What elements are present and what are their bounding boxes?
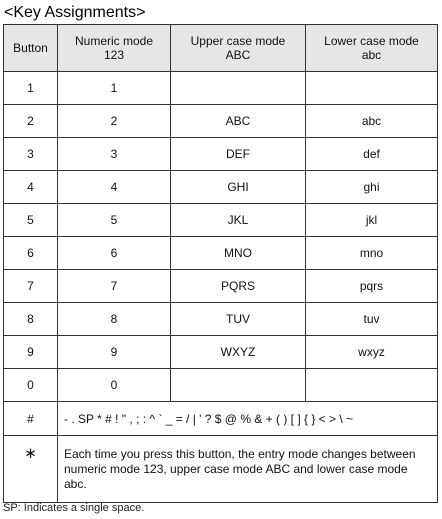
cell-button: 7 xyxy=(4,270,58,303)
key-assignments-table xyxy=(3,24,438,503)
footnote: SP: Indicates a single space. xyxy=(3,502,145,514)
cell-numeric: 5 xyxy=(58,204,171,237)
table-row xyxy=(4,237,438,270)
cell-numeric: 8 xyxy=(58,303,171,336)
header-button-label: Button xyxy=(13,41,48,55)
table-row xyxy=(4,336,438,369)
table-row xyxy=(4,369,438,402)
cell-button: 3 xyxy=(4,138,58,171)
table-row xyxy=(4,138,438,171)
cell-lower: def xyxy=(306,138,438,171)
cell-numeric: 0 xyxy=(58,369,171,402)
cell-button: 9 xyxy=(4,336,58,369)
cell-hash-symbols: - . SP * # ! " , ; : ^ ` _ = / | ' ? $ @ % & + ( ) [ ] { } < > \ ~ xyxy=(58,402,438,436)
cell-lower xyxy=(306,72,438,105)
cell-numeric: 2 xyxy=(58,105,171,138)
header-upper-case-mode xyxy=(171,25,306,72)
header-lower-case-mode xyxy=(306,25,438,72)
cell-upper: ABC xyxy=(171,105,306,138)
cell-upper: MNO xyxy=(171,237,306,270)
header-lower-label: Lower case mode xyxy=(324,34,419,48)
header-numeric-sub: 123 xyxy=(103,48,125,62)
cell-upper xyxy=(171,369,306,402)
cell-upper: PQRS xyxy=(171,270,306,303)
header-button xyxy=(4,25,58,72)
cell-upper: DEF xyxy=(171,138,306,171)
cell-upper: WXYZ xyxy=(171,336,306,369)
cell-upper: TUV xyxy=(171,303,306,336)
cell-lower: tuv xyxy=(306,303,438,336)
table-row xyxy=(4,303,438,336)
page-title: <Key Assignments> xyxy=(4,4,146,21)
cell-button: 1 xyxy=(4,72,58,105)
cell-lower: jkl xyxy=(306,204,438,237)
cell-star-description: Each time you press this button, the entry mode changes between numeric mode 123, upper case mode ABC and lower case mode abc. xyxy=(58,436,438,503)
header-upper-sub: ABC xyxy=(225,48,251,62)
cell-lower: pqrs xyxy=(306,270,438,303)
cell-button: 0 xyxy=(4,369,58,402)
cell-lower: wxyz xyxy=(306,336,438,369)
cell-numeric: 4 xyxy=(58,171,171,204)
cell-upper xyxy=(171,72,306,105)
table-header-row xyxy=(4,25,438,72)
cell-button: 4 xyxy=(4,171,58,204)
table-row-hash xyxy=(4,402,438,436)
cell-button: 5 xyxy=(4,204,58,237)
header-numeric-label: Numeric mode xyxy=(74,34,154,48)
header-lower-sub: abc xyxy=(361,48,382,62)
cell-upper: GHI xyxy=(171,171,306,204)
cell-upper: JKL xyxy=(171,204,306,237)
table-row-star xyxy=(4,436,438,503)
cell-button-hash: # xyxy=(4,402,58,436)
cell-numeric: 1 xyxy=(58,72,171,105)
cell-button: 6 xyxy=(4,237,58,270)
cell-numeric: 3 xyxy=(58,138,171,171)
cell-lower: abc xyxy=(306,105,438,138)
table-row xyxy=(4,72,438,105)
table-row xyxy=(4,105,438,138)
table-row xyxy=(4,204,438,237)
table-row xyxy=(4,171,438,204)
cell-lower: mno xyxy=(306,237,438,270)
cell-lower xyxy=(306,369,438,402)
table-row xyxy=(4,270,438,303)
cell-numeric: 6 xyxy=(58,237,171,270)
header-upper-label: Upper case mode xyxy=(190,34,286,48)
cell-button-star: ∗ xyxy=(4,436,58,503)
cell-numeric: 7 xyxy=(58,270,171,303)
header-numeric-mode xyxy=(58,25,171,72)
cell-numeric: 9 xyxy=(58,336,171,369)
cell-lower: ghi xyxy=(306,171,438,204)
cell-button: 2 xyxy=(4,105,58,138)
cell-button: 8 xyxy=(4,303,58,336)
